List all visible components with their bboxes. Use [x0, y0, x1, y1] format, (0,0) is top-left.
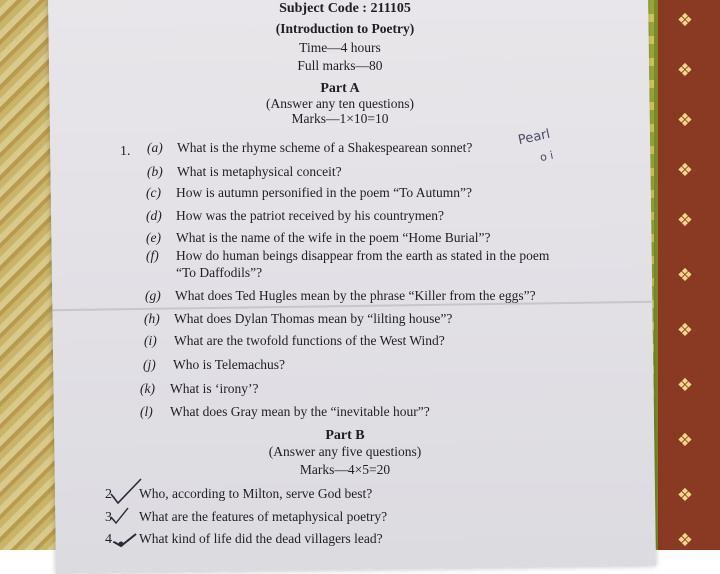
question-c: (c) How is autumn personified in the poem “To Autumn”? [146, 185, 472, 200]
full-marks: Full marks—80 [297, 58, 383, 73]
flower-pattern-icon: ❖ [676, 375, 694, 396]
question-k: (k) What is ‘irony’? [140, 381, 259, 396]
check-mark-icon [108, 505, 130, 525]
question-g: (g) What does Ted Hugles mean by the phrase “Killer from the eggs”? [145, 288, 536, 303]
time-allowed: Time—4 hours [299, 40, 381, 55]
part-a-title: Part A [320, 81, 360, 96]
handwritten-note: Pearl [516, 126, 552, 149]
question-3: What are the features of metaphysical poetry? [139, 509, 388, 524]
flower-pattern-icon: ❖ [676, 265, 694, 286]
part-a-marks: Marks—1×10=10 [291, 111, 389, 126]
question-d: (d) How was the patriot received by his countrymen? [146, 208, 445, 223]
part-b-instruction: (Answer any five questions) [268, 444, 422, 459]
ink-mark-icon [112, 530, 138, 548]
question-f-continued: “To Daffodils”? [176, 265, 263, 280]
subject-code: Subject Code : 211105 [279, 1, 411, 16]
flower-pattern-icon: ❖ [676, 60, 694, 81]
question-b: (b) What is metaphysical conceit? [147, 164, 342, 179]
question-number: 4. [105, 532, 116, 547]
question-4: What kind of life did the dead villagers lead? [139, 531, 383, 546]
flower-pattern-icon: ❖ [676, 10, 694, 31]
question-a: (a) What is the rhyme scheme of a Shakespearean sonnet? [147, 140, 473, 155]
flower-pattern-icon: ❖ [676, 485, 694, 506]
question-number: 1. [120, 144, 131, 159]
part-b-title: Part B [325, 428, 365, 443]
part-b-marks: Marks—4×5=20 [299, 462, 391, 477]
question-l: (l) What does Gray mean by the “inevitable hour”? [140, 404, 430, 419]
flower-pattern-icon: ❖ [676, 320, 694, 341]
question-number: 3. [105, 510, 116, 525]
flower-pattern-icon: ❖ [676, 430, 694, 451]
part-a-instruction: (Answer any ten questions) [265, 96, 415, 111]
question-j: (j) Who is Telemachus? [143, 357, 286, 372]
flower-pattern-icon: ❖ [676, 160, 694, 181]
question-i: (i) What are the twofold functions of the West Wind? [144, 333, 445, 348]
course-title: (Introduction to Poetry) [275, 21, 415, 36]
question-h: (h) What does Dylan Thomas mean by “lilting house”? [144, 311, 453, 326]
flower-pattern-icon: ❖ [676, 530, 694, 551]
check-mark-icon [108, 476, 144, 506]
flower-pattern-icon: ❖ [676, 110, 694, 131]
question-f: (f) How do human beings disappear from the earth as stated in the poem [146, 248, 550, 263]
handwritten-note: o i [538, 148, 555, 165]
question-2: Who, according to Milton, serve God best? [139, 486, 373, 501]
flower-pattern-icon: ❖ [676, 210, 694, 231]
question-e: (e) What is the name of the wife in the poem “Home Burial”? [146, 230, 491, 245]
question-number: 2. [105, 487, 116, 502]
